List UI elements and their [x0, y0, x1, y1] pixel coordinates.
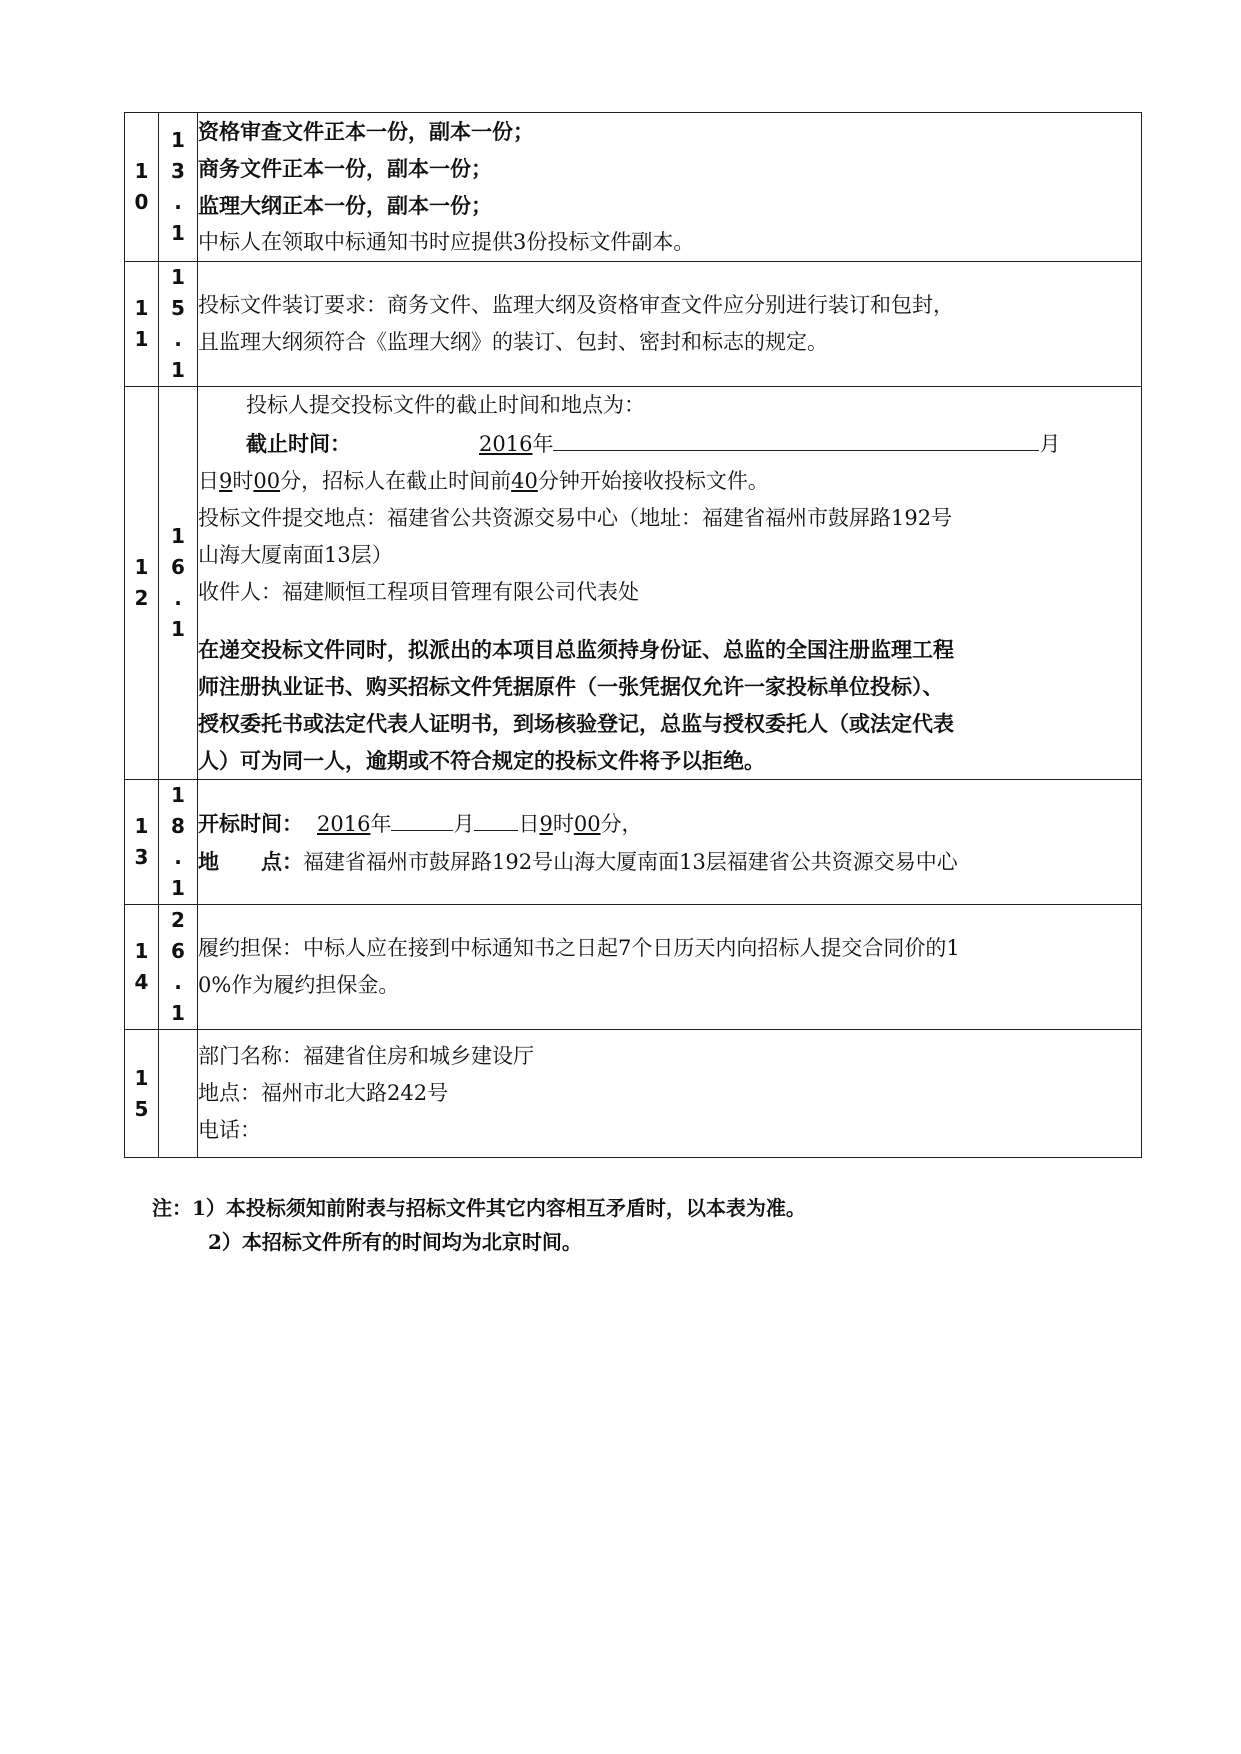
table-notes: [152, 1191, 806, 1259]
deadline-hour-unit: 时: [232, 469, 254, 493]
table-row: [125, 1030, 1142, 1158]
open-minute: 00: [573, 811, 601, 836]
open-month-blank: [391, 804, 453, 831]
clause-number: [159, 1030, 198, 1158]
row-number-text: [125, 552, 158, 614]
deadline-line: [198, 424, 1141, 463]
deadline-minute-unit: 分，招标人在截止时间前: [280, 469, 512, 493]
content-line: 地点：福州市北大路242号: [198, 1081, 449, 1105]
digit-char: 1: [134, 1065, 149, 1090]
deadline-day-unit: 日: [198, 469, 219, 493]
open-hour-unit: 时: [552, 811, 574, 836]
digit-char: 6: [171, 939, 185, 963]
table-row: [125, 780, 1142, 905]
deadline-hour: 9: [219, 469, 233, 493]
content-line: 山海大厦南面13层）: [198, 543, 393, 567]
table-row: [125, 262, 1142, 387]
digit-char: 8: [171, 814, 185, 838]
row-number: [125, 262, 159, 387]
row-number-text: [125, 936, 158, 998]
table-row: [125, 113, 1142, 262]
digit-char: 1: [171, 876, 185, 900]
row-content: [198, 780, 1142, 905]
digit-char: 1: [134, 159, 149, 183]
row-number: [125, 780, 159, 905]
digit-char: 5: [134, 1096, 149, 1121]
content-line: 部门名称：福建省住房和城乡建设厅: [198, 1044, 534, 1068]
open-place-value: 福建省福州市鼓屏路192号山海大厦南面13层福建省公共资源交易中心: [303, 849, 958, 874]
digit-char: 1: [171, 221, 185, 245]
digit-char: 1: [134, 555, 149, 579]
digit-char: 1: [171, 524, 185, 548]
clause-number: [159, 387, 198, 780]
digit-char: 1: [171, 617, 185, 641]
digit-char: 2: [134, 586, 149, 610]
content-line: 中标人在领取中标通知书时应提供3份投标文件副本。: [198, 230, 695, 254]
content-line: 人）可为同一人，逾期或不符合规定的投标文件将予以拒绝。: [198, 748, 765, 773]
digit-char: 3: [134, 845, 149, 869]
clause-number: [159, 905, 198, 1030]
digit-char: 4: [134, 970, 149, 994]
open-hour: 9: [539, 811, 553, 836]
deadline-year-unit: 年: [532, 432, 554, 456]
row-number: [125, 1030, 159, 1158]
open-year-unit: 年: [370, 811, 392, 836]
content-line: 投标文件提交地点：福建省公共资源交易中心（地址：福建省福州市鼓屏路192号: [198, 506, 953, 530]
digit-char: 1: [171, 1001, 185, 1025]
digit-char: 1: [171, 358, 185, 382]
digit-char: 1: [134, 939, 149, 963]
digit-char: 1: [171, 783, 185, 807]
clause-number-text: [159, 125, 197, 249]
content-line: 师注册执业证书、购买招标文件凭据原件（一张凭据仅允许一家投标单位投标）、: [198, 674, 944, 699]
note-1: 注：1）本投标须知前附表与招标文件其它内容相互矛盾时，以本表为准。: [152, 1196, 806, 1220]
deadline-month-blank: [553, 424, 1039, 451]
spacer: [198, 611, 1141, 631]
digit-char: 1: [134, 327, 149, 351]
deadline-year: 2016: [479, 432, 533, 456]
open-month-unit: 月: [453, 811, 475, 836]
row-number-text: [125, 1063, 158, 1125]
clause-number: [159, 780, 198, 905]
row-number-text: [125, 293, 158, 355]
note-2: 2）本招标文件所有的时间均为北京时间。: [208, 1230, 582, 1254]
content-line: 电话：: [198, 1118, 261, 1142]
digit-char: .: [174, 327, 182, 351]
content-line: 监理大纲正本一份，副本一份；: [198, 193, 492, 218]
digit-char: 6: [171, 555, 185, 579]
row-number-text: [125, 811, 158, 873]
digit-char: 1: [171, 265, 185, 289]
row-content: [198, 387, 1142, 780]
clause-number-text: [159, 262, 197, 386]
table-row: [125, 387, 1142, 780]
digit-char: 2: [171, 908, 185, 932]
clause-number: [159, 262, 198, 387]
row-number-text: [125, 156, 158, 218]
digit-char: 1: [134, 296, 149, 320]
digit-char: 1: [171, 128, 185, 152]
digit-char: .: [174, 845, 182, 869]
digit-char: .: [174, 586, 182, 610]
content-line: 商务文件正本一份，副本一份；: [198, 156, 492, 181]
clause-number-text: [159, 521, 197, 645]
clause-number-text: [159, 905, 197, 1029]
row-content: [198, 262, 1142, 387]
content-line: 0%作为履约担保金。: [198, 973, 400, 997]
row-content: [198, 113, 1142, 262]
digit-char: 5: [171, 296, 185, 320]
row-number: [125, 387, 159, 780]
digit-char: .: [174, 190, 182, 214]
content-line: 资格审查文件正本一份，副本一份；: [198, 119, 534, 144]
digit-char: 1: [134, 814, 149, 838]
content-line: 投标文件装订要求：商务文件、监理大纲及资格审查文件应分别进行装订和包封，: [198, 293, 954, 317]
open-time-label: 开标时间：: [198, 810, 303, 836]
instructions-appendix-table: [124, 112, 1142, 1158]
row-content: [198, 905, 1142, 1030]
open-day-blank: [474, 804, 518, 831]
deadline-advance: 40: [511, 469, 538, 493]
deadline-month-unit: 月: [1039, 432, 1061, 456]
row-number: [125, 113, 159, 262]
open-day-unit: 日: [518, 811, 540, 836]
deadline-time-line: [198, 463, 1141, 500]
open-time-line: [198, 804, 1141, 843]
content-line: 授权委托书或法定代表人证明书，到场核验登记，总监与授权委托人（或法定代表: [198, 711, 954, 736]
deadline-tail: 分钟开始接收投标文件。: [537, 469, 769, 493]
open-minute-unit: 分，: [600, 811, 643, 836]
clause-number: [159, 113, 198, 262]
row-number: [125, 905, 159, 1030]
row-content: [198, 1030, 1142, 1158]
digit-char: 3: [171, 159, 185, 183]
clause-number-text: [159, 780, 197, 904]
content-line: 收件人：福建顺恒工程项目管理有限公司代表处: [198, 580, 639, 604]
digit-char: 0: [134, 190, 149, 214]
content-line: 在递交投标文件同时，拟派出的本项目总监须持身份证、总监的全国注册监理工程: [198, 637, 954, 662]
deadline-label: 截止时间：: [246, 431, 351, 456]
deadline-minute: 00: [253, 469, 281, 493]
content-line: 履约担保：中标人应在接到中标通知书之日起7个日历天内向招标人提交合同价的1: [198, 936, 960, 960]
open-year: 2016: [317, 811, 371, 836]
deadline-intro: 投标人提交投标文件的截止时间和地点为：: [246, 393, 645, 417]
content-line: 且监理大纲须符合《监理大纲》的装订、包封、密封和标志的规定。: [198, 330, 828, 354]
table-row: [125, 905, 1142, 1030]
open-place-label: 地 点：: [198, 848, 303, 874]
digit-char: .: [174, 970, 182, 994]
open-place-line: [198, 843, 1141, 881]
